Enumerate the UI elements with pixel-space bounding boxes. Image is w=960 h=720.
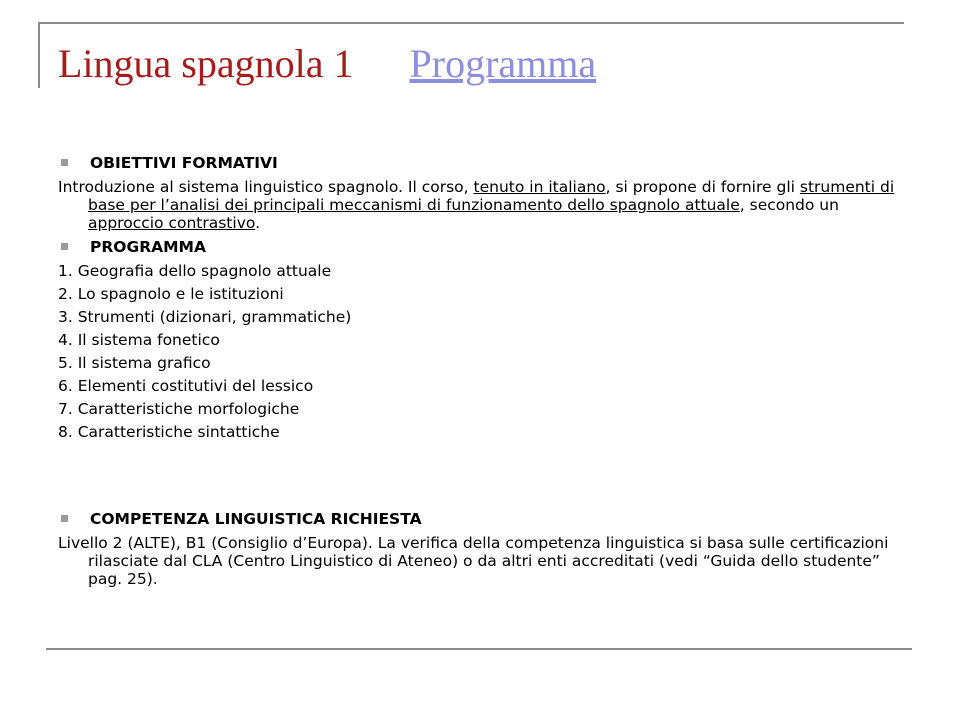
- side-rule: [38, 22, 40, 88]
- list-item: 4. Il sistema fonetico: [58, 331, 220, 349]
- list-item: 1. Geografia dello spagnolo attuale: [58, 262, 332, 280]
- programma-link[interactable]: Programma: [409, 41, 597, 86]
- bullet-square-icon: [61, 515, 68, 522]
- text-segment: Introduzione al sistema linguistico spagnolo. Il corso,: [58, 178, 474, 196]
- underlined-segment: approccio contrastivo: [88, 214, 256, 232]
- bullet-obiettivi: [58, 154, 908, 172]
- spacer: [58, 446, 908, 510]
- list-item: 5. Il sistema grafico: [58, 354, 211, 372]
- bullet-programma: [58, 238, 908, 256]
- bullet-competenza: [58, 510, 908, 528]
- text-segment: , secondo un: [739, 196, 839, 214]
- bullet-square-icon: [61, 159, 68, 166]
- top-rule: [38, 22, 904, 24]
- title-text: Lingua spagnola 1: [58, 41, 354, 86]
- bullet-square-icon: [61, 243, 68, 250]
- bottom-rule: [46, 648, 912, 650]
- underlined-segment: tenuto in italiano: [473, 178, 606, 196]
- paragraph-obiettivi: [58, 178, 908, 232]
- text-segment: , si propone di fornire gli: [605, 178, 800, 196]
- heading-programma: PROGRAMMA: [90, 238, 206, 256]
- heading-competenza: COMPETENZA LINGUISTICA RICHIESTA: [90, 510, 422, 528]
- paragraph-competenza: Livello 2 (ALTE), B1 (Consiglio d’Europa). La verifica della competenza linguistica si basa sulle certificazioni rilasciate dal CLA (Centro Linguistico di Ateneo) o da altri enti accreditati (vedi “Guida dello studente” pag. 25).: [58, 534, 889, 588]
- slide-content: [58, 154, 908, 594]
- list-item: 7. Caratteristiche morfologiche: [58, 400, 300, 418]
- underlined-segment: strumenti di base per l’analisi dei principali meccanismi di funzionamento dello spagnolo attuale: [88, 178, 895, 214]
- heading-obiettivi: OBIETTIVI FORMATIVI: [90, 154, 278, 172]
- text-segment: .: [255, 214, 261, 232]
- slide-title: [58, 38, 596, 90]
- list-item: 8. Caratteristiche sintattiche: [58, 423, 280, 441]
- list-item: 2. Lo spagnolo e le istituzioni: [58, 285, 284, 303]
- list-item: 3. Strumenti (dizionari, grammatiche): [58, 308, 352, 326]
- list-item: 6. Elementi costitutivi del lessico: [58, 377, 314, 395]
